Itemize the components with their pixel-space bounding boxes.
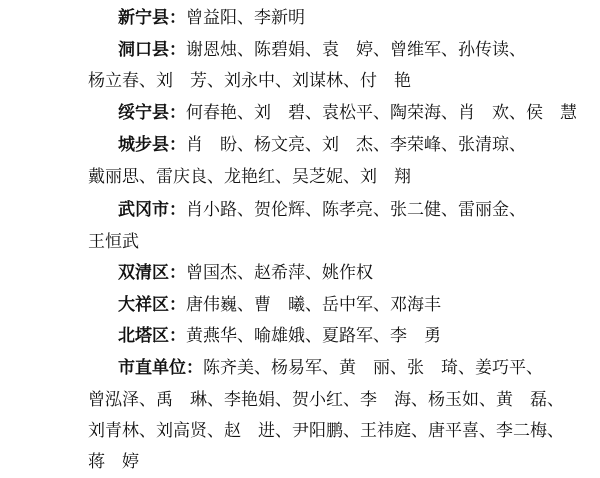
entry-chengbu-line-2 <box>88 161 411 193</box>
names-city-units-2: 曾泓泽、禹 琳、李艳娟、贺小红、李 海、杨玉如、黄 磊、 <box>88 390 564 410</box>
names-wugang-1: 肖小路、贺伦辉、陈孝亮、张二健、雷丽金、 <box>186 200 526 220</box>
district-label-daxiang: 大祥区： <box>118 295 186 315</box>
names-daxiang-1: 唐伟巍、曹 曦、岳中军、邓海丰 <box>186 295 441 315</box>
county-label-xinning: 新宁县： <box>118 8 186 28</box>
entry-city-units-line-3 <box>88 415 564 447</box>
entry-daxiang-line-1 <box>118 289 441 321</box>
names-city-units-3: 刘青林、刘高贤、赵 进、尹阳鹏、王祎庭、唐平喜、李二梅、 <box>88 421 564 441</box>
entry-shuangqing-line-1 <box>118 257 373 289</box>
names-suining-1: 何春艳、刘 碧、袁松平、陶荣海、肖 欢、侯 慧 <box>186 103 577 123</box>
entry-chengbu-line-1 <box>118 129 526 161</box>
names-xinning-1: 曾益阳、李新明 <box>186 8 305 28</box>
entry-xinning-line-1 <box>118 2 305 34</box>
names-dongkou-1: 谢恩烛、陈碧娟、袁 婷、曾维军、孙传读、 <box>186 40 526 60</box>
entry-city-units-line-2 <box>88 384 564 416</box>
names-city-units-1: 陈齐美、杨易军、黄 丽、张 琦、姜巧平、 <box>203 358 543 378</box>
entry-beita-line-1 <box>118 320 441 352</box>
entry-dongkou-line-1 <box>118 34 526 66</box>
county-label-dongkou: 洞口县： <box>118 40 186 60</box>
unit-label-city-direct: 市直单位： <box>118 358 203 378</box>
district-label-shuangqing: 双清区： <box>118 263 186 283</box>
county-label-suining: 绥宁县： <box>118 103 186 123</box>
entry-city-units-line-4 <box>88 446 139 478</box>
names-beita-1: 黄燕华、喻雄娥、夏路军、李 勇 <box>186 326 441 346</box>
entry-dongkou-line-2 <box>88 65 411 97</box>
entry-wugang-line-1 <box>118 194 526 226</box>
county-label-wugang: 武冈市： <box>118 200 186 220</box>
names-wugang-2: 王恒武 <box>88 232 139 252</box>
entry-wugang-line-2 <box>88 226 139 258</box>
names-dongkou-2: 杨立春、刘 芳、刘永中、刘谋林、付 艳 <box>88 71 411 91</box>
names-city-units-4: 蒋 婷 <box>88 452 139 472</box>
entry-city-units-line-1 <box>118 352 543 384</box>
names-chengbu-1: 肖 盼、杨文亮、刘 杰、李荣峰、张清琼、 <box>186 135 526 155</box>
names-shuangqing-1: 曾国杰、赵希萍、姚作权 <box>186 263 373 283</box>
entry-suining-line-1 <box>118 97 577 129</box>
names-chengbu-2: 戴丽思、雷庆良、龙艳红、吴芝妮、刘 翔 <box>88 167 411 187</box>
county-label-chengbu: 城步县： <box>118 135 186 155</box>
district-label-beita: 北塔区： <box>118 326 186 346</box>
